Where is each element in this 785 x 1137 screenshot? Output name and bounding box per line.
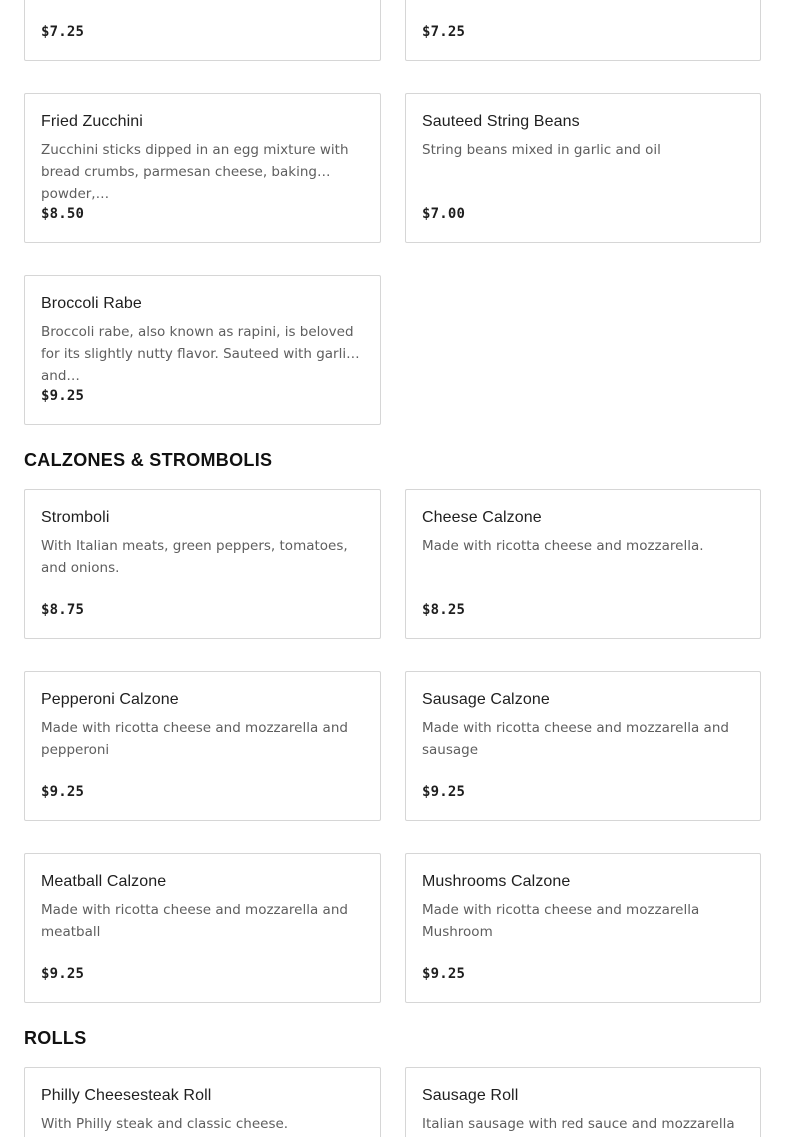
item-name: Pepperoni Calzone [41,691,179,708]
item-description: Made with ricotta cheese and mozzarella and meatball [41,902,348,940]
section-title-calzones: CALZONES & STROMBOLIS [24,450,273,470]
item-description: Made with ricotta cheese and mozzarella Mushroom [422,902,700,940]
item-name: Stromboli [41,509,110,526]
item-name: Meatball Calzone [41,873,167,890]
item-price: $7.00 [422,206,466,222]
section-title-rolls: ROLLS [24,1028,87,1048]
item-price: $8.25 [422,602,466,618]
menu-item-card[interactable] [405,671,761,821]
item-description: Broccoli rabe, also known as rapini, is beloved for its slightly nutty flavor. Sauteed with garlic and… [41,324,354,384]
item-description: String beans mixed in garlic and oil [422,142,661,158]
item-price: $7.25 [41,24,85,40]
item-price: $9.25 [422,966,466,982]
menu-item-card[interactable] [405,853,761,1003]
item-price: $9.25 [41,388,85,404]
item-description: Made with ricotta cheese and mozzarella. [422,538,704,554]
item-description: With Philly steak and classic cheese. [41,1116,289,1132]
menu-item-card[interactable] [405,1067,761,1137]
item-name: Philly Cheesesteak Roll [41,1087,212,1104]
item-description: With Italian meats, green peppers, tomatoes, and onions. [41,538,348,576]
item-name: Cheese Calzone [422,509,542,526]
item-name: Fried Zucchini [41,113,143,130]
item-price: $9.25 [41,784,85,800]
item-price: $7.25 [422,24,466,40]
item-price: $9.25 [422,784,466,800]
menu-item-card[interactable] [24,489,381,639]
item-description: Made with ricotta cheese and mozzarella and pepperoni [41,720,348,758]
item-price: $8.75 [41,602,85,618]
menu-item-card[interactable] [24,671,381,821]
menu-item-card[interactable] [405,93,761,243]
menu-item-card[interactable] [24,1067,381,1137]
menu-item-card[interactable] [405,0,761,61]
item-name: Sausage Roll [422,1087,519,1104]
item-price: $9.25 [41,966,85,982]
menu-item-card[interactable] [24,275,381,425]
menu-item-card[interactable] [24,853,381,1003]
item-description: Italian sausage with red sauce and mozzarella [422,1116,735,1132]
item-description: Zucchini sticks dipped in an egg mixture with bread crumbs, parmesan cheese, baking powder,… [41,142,349,202]
menu-item-card[interactable] [24,93,381,243]
item-description: Made with ricotta cheese and mozzarella and sausage [422,720,729,758]
item-name: Broccoli Rabe [41,295,142,312]
item-name: Sauteed String Beans [422,113,580,130]
menu-item-card[interactable] [24,0,381,61]
menu-item-card[interactable] [405,489,761,639]
item-name: Sausage Calzone [422,691,550,708]
item-price: $8.50 [41,206,85,222]
item-name: Mushrooms Calzone [422,873,571,890]
